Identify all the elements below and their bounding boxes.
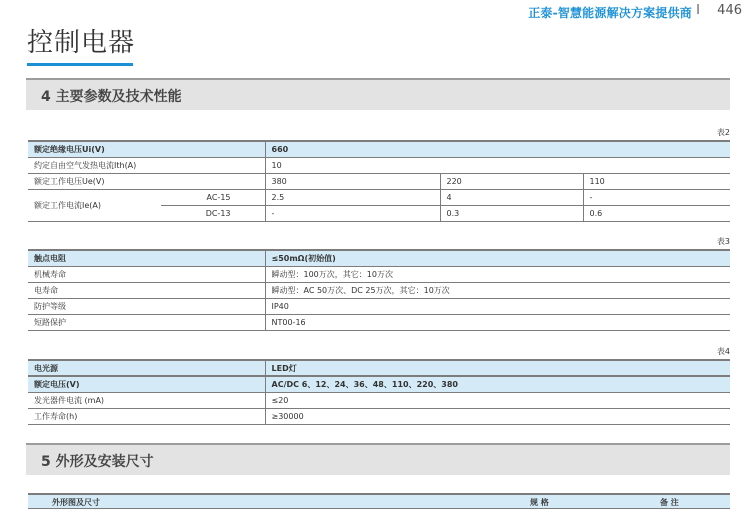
table-row	[28, 282, 730, 298]
row-value: -	[265, 205, 440, 221]
row-value: 0.3	[440, 205, 583, 221]
table-row	[28, 314, 730, 330]
page-number: 446	[717, 3, 742, 18]
row-label: 约定自由空气发热电流Ith(A)	[28, 157, 265, 173]
section-4-header	[26, 78, 730, 110]
table-row	[28, 376, 730, 392]
section-5-title: 5 外形及安装尺寸	[41, 454, 154, 470]
table-row	[28, 298, 730, 314]
table-row	[28, 189, 730, 205]
row-value: AC/DC 6、12、24、36、48、110、220、380	[265, 376, 730, 392]
column-header-remark: 备 注	[660, 498, 679, 507]
table-row	[28, 173, 730, 189]
table-2-tag: 表2	[716, 128, 730, 137]
row-label: 额定绝缘电压Ui(V)	[28, 141, 265, 157]
row-label: 机械寿命	[28, 266, 265, 282]
row-label: 电寿命	[28, 282, 265, 298]
table-row	[28, 250, 730, 266]
column-header-spec: 规 格	[530, 498, 549, 507]
row-value: 660	[265, 141, 730, 157]
row-value: 4	[440, 189, 583, 205]
row-value: 瞬动型：100万次，其它：10万次	[265, 266, 730, 282]
row-label: 触点电阻	[28, 250, 265, 266]
header-separator: I	[696, 3, 700, 18]
table-4-tag: 表4	[716, 347, 730, 356]
row-value: NT00-16	[265, 314, 730, 330]
row-value: 110	[583, 173, 730, 189]
page-title: 控制电器	[27, 28, 136, 58]
table-row	[28, 157, 730, 173]
row-value: -	[583, 189, 730, 205]
row-sublabel: DC-13	[161, 205, 265, 221]
row-label: 发光器件电流 (mA)	[28, 392, 265, 408]
table-row	[28, 408, 730, 424]
table-row	[28, 266, 730, 282]
row-value: ≤20	[265, 392, 730, 408]
table-row	[28, 360, 730, 376]
row-label: 额定工作电流Ie(A)	[28, 189, 161, 221]
row-value: 380	[265, 173, 440, 189]
row-value: 0.6	[583, 205, 730, 221]
row-value: 10	[265, 157, 730, 173]
table-4	[28, 359, 730, 425]
dimensions-table-header	[28, 493, 730, 509]
row-label: 额定工作电压Ue(V)	[28, 173, 265, 189]
table-3-tag: 表3	[716, 237, 730, 246]
row-value: ≥30000	[265, 408, 730, 424]
table-3	[28, 249, 730, 331]
title-underline	[27, 63, 133, 66]
table-row	[28, 141, 730, 157]
row-value: 瞬动型：AC 50万次、DC 25万次，其它：10万次	[265, 282, 730, 298]
section-5-header	[26, 443, 730, 475]
row-value: IP40	[265, 298, 730, 314]
column-header-outline: 外形图及尺寸	[52, 498, 100, 507]
row-value: LED灯	[265, 360, 730, 376]
row-label: 短路保护	[28, 314, 265, 330]
row-label: 额定电压(V)	[28, 376, 265, 392]
table-row	[28, 392, 730, 408]
table-2	[28, 140, 730, 222]
section-4-title: 4 主要参数及技术性能	[41, 89, 182, 105]
row-label: 电光源	[28, 360, 265, 376]
brand-slogan: 正泰-智慧能源解决方案提供商	[528, 6, 692, 20]
row-value: 2.5	[265, 189, 440, 205]
row-label: 防护等级	[28, 298, 265, 314]
row-sublabel: AC-15	[161, 189, 265, 205]
row-label: 工作寿命(h)	[28, 408, 265, 424]
row-value: ≤50mΩ(初始值)	[265, 250, 730, 266]
row-value: 220	[440, 173, 583, 189]
